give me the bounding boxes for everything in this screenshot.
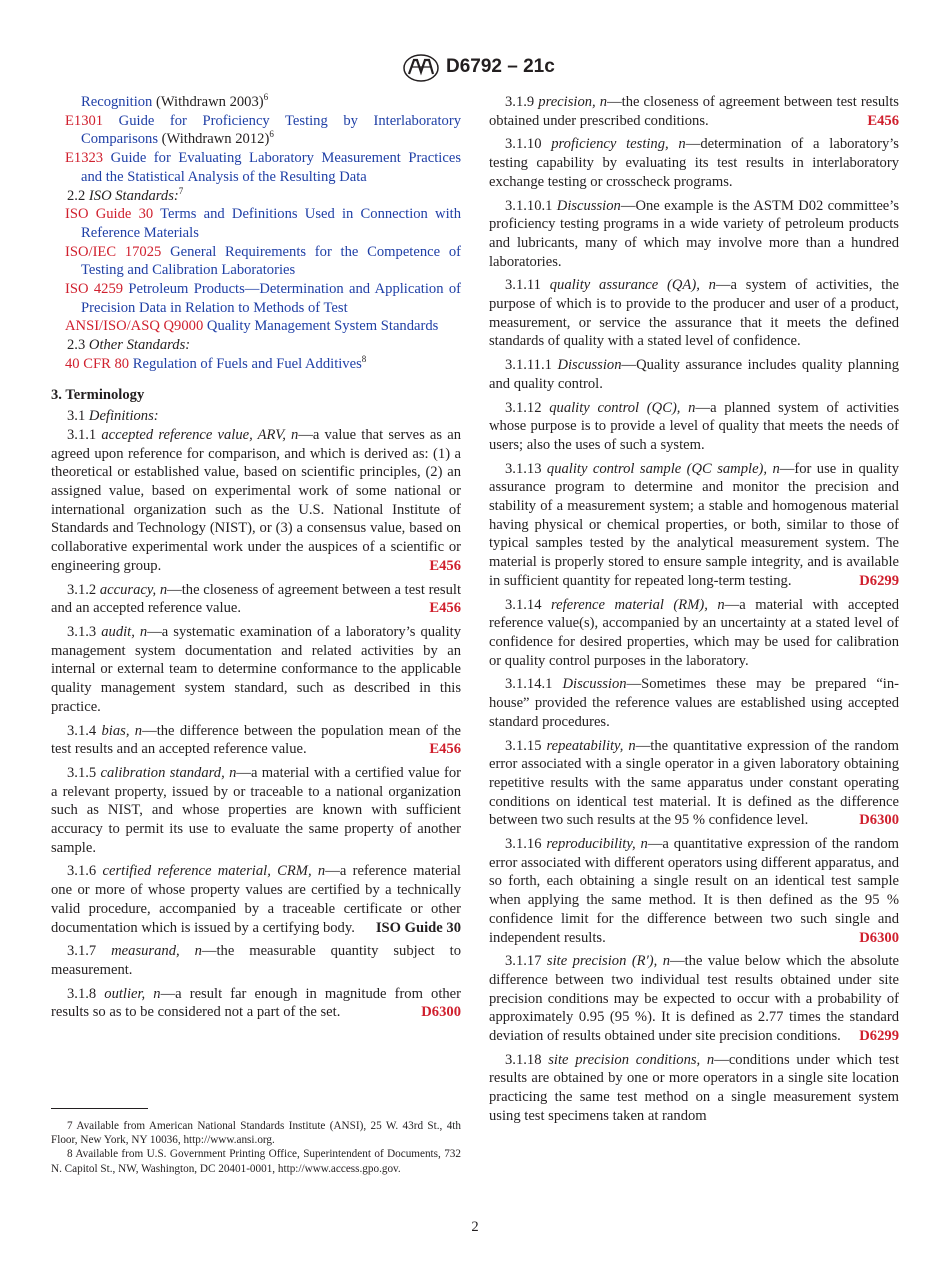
definition-paragraph: [489, 952, 899, 1046]
definition-text: —a material with a certified value for a relevant property, issued by or traceable to a national organization such as NIST, and whose properties are known with sufficient accuracy to permit its use to evaluate the same property of another sample.: [51, 764, 461, 856]
reference-entry: [51, 355, 461, 374]
definition-number: 3.1.7: [67, 943, 112, 960]
definition-term: precision, n: [538, 94, 608, 110]
footnote-7: 7 Available from American National Standards Institute (ANSI), 25 W. 43rd St., 4th Floor, New York, NY 10036, http://www.ansi.org.: [51, 1120, 461, 1147]
definition-term: certified reference material, CRM, n: [102, 863, 326, 880]
definition-text: —the closeness of agreement between a test result and an accepted reference value.: [51, 581, 461, 617]
definition-text: —the measurable quantity subject to measurement.: [51, 943, 461, 978]
source-holder: [851, 112, 899, 131]
definition-paragraph: [489, 596, 899, 671]
reference-entry: [51, 112, 461, 149]
iso-standards-heading: 2.2 ISO Standards:$^7$: [67, 185, 184, 204]
source-holder: [413, 557, 461, 576]
definition-number: 3.1.5: [67, 764, 101, 781]
definition-number: 3.1.6: [67, 863, 103, 880]
source-reference[interactable]: D6300: [421, 1004, 461, 1021]
reference-title[interactable]: Guide for Proficiency Testing by Interlaboratory Comparisons: [81, 112, 461, 148]
definition-term: site precision (R′), n: [546, 953, 671, 970]
definition-term: repeatability, n: [546, 737, 636, 754]
definition-term: Discussion: [557, 357, 622, 374]
definition-number: 3.1.11.1: [505, 357, 558, 374]
definition-term: reference material (RM), n: [550, 596, 725, 613]
source-reference[interactable]: D6299: [859, 1028, 899, 1045]
reference-code[interactable]: ISO Guide 30: [65, 206, 154, 223]
definition-text: —Quality assurance includes quality planning and quality control.: [489, 357, 899, 392]
definition-text: —a material with accepted reference value(s), accompanied by an uncertainty at a stated level of confidence for desired properties, which may be used for calibration or quality control purposes in the laboratory.: [489, 596, 900, 669]
source-reference[interactable]: E456: [867, 112, 899, 129]
source-holder: [413, 740, 461, 759]
source-reference[interactable]: E456: [429, 600, 461, 617]
definition-text: —a systematic examination of a laboratory’s quality management system documentation and related activities by an internal or external team to determine conformance to the applicable quality management system standard, such as described in this practice.: [51, 623, 461, 715]
left-column: [51, 93, 461, 1022]
footnotes: [51, 1119, 461, 1176]
definition-number: 3.1.15: [505, 737, 547, 754]
definition-term: quality control (QC), n: [549, 399, 696, 416]
reference-code[interactable]: 40 CFR 80: [65, 355, 130, 372]
definition-paragraph: [489, 460, 899, 591]
definition-paragraph: [51, 862, 461, 937]
reference-title[interactable]: Regulation of Fuels and Fuel Additives: [132, 355, 362, 372]
source-holder: [360, 919, 461, 938]
reference-code[interactable]: ANSI/ISO/ASQ Q9000: [65, 318, 204, 335]
page-number: 2: [471, 1219, 479, 1235]
definition-number: 3.1.14: [505, 596, 551, 613]
reference-code[interactable]: E1323: [65, 150, 104, 167]
definition-paragraph: [51, 426, 461, 576]
definition-paragraph: [51, 722, 461, 759]
footnote-divider: [51, 1108, 148, 1109]
right-column: [489, 93, 899, 1126]
definition-paragraph: [51, 581, 461, 618]
astm-logo-icon: [403, 54, 439, 82]
definition-text: —for use in quality assurance program to determine and monitor the precision and stability of a measurement system; a stable and homogenous material having physical or chemical properties, or both, similar to those of typical samples tested by the analytical measurement system. The material is properly stored to ensure sample integrity, and is available in sufficient quantity for repeated long-term testing.: [489, 460, 899, 589]
source-reference[interactable]: ISO Guide 30: [375, 919, 461, 936]
definition-paragraph: [489, 135, 899, 191]
definition-number: 3.1.10: [505, 136, 552, 153]
definition-paragraph: [489, 1051, 899, 1126]
definition-paragraph: [489, 276, 899, 351]
definition-term: audit, n: [101, 623, 148, 640]
definition-paragraph: [489, 675, 899, 731]
definition-number: 3.1.11: [505, 277, 550, 294]
definition-text: —a result far enough in magnitude from other results so as to be considered not a part of the set.: [51, 985, 462, 1021]
definition-term: accuracy, n: [99, 581, 168, 598]
other-standards-heading: 2.3 Other Standards:: [67, 337, 191, 354]
source-reference[interactable]: E456: [429, 557, 461, 574]
reference-entry: [51, 243, 461, 280]
definition-text: —determination of a laboratory’s testing capability by evaluating its test results in interlaboratory exchange testing or crosscheck programs.: [489, 136, 899, 190]
definition-term: outlier, n: [104, 985, 161, 1002]
reference-link[interactable]: Recognition: [81, 94, 153, 110]
definition-term: accepted reference value, ARV, n: [101, 426, 299, 443]
definition-term: Discussion: [556, 197, 621, 214]
reference-title[interactable]: General Requirements for the Competence of Testing and Calibration Laboratories: [81, 243, 461, 279]
definition-text: —a value that serves as an agreed upon reference for comparison, and which is derived as: (1) a theoretical or established value, based on scientific principles, (2) an assigned value, based on experimental work of some national or international organization such as the U.S. National Institute of Standards and Technology (NIST), or (3) a consensus value, based on collaborative experimental work under the auspices of a scientific or engineering group.: [51, 426, 462, 574]
reference-continuation: Recognition (Withdrawn 2003)$^6$: [81, 92, 269, 110]
reference-note: (Withdrawn 2012): [158, 131, 270, 148]
definition-term: bias, n: [101, 722, 143, 739]
source-holder: [843, 1027, 899, 1046]
definition-paragraph: [489, 356, 899, 393]
definition-paragraph: [489, 399, 899, 455]
reference-title[interactable]: Quality Management System Standards: [206, 318, 439, 335]
page-header: [0, 54, 950, 84]
definition-paragraph: [489, 197, 899, 272]
definition-term: quality assurance (QA), n: [549, 277, 716, 294]
definition-text: —a reference material one or more of whose property values are certified by a technically valid procedure, accompanied by a traceable certificate or other documentation which is issued by a certifying body.: [51, 863, 461, 936]
reference-entry: [51, 149, 461, 186]
definition-paragraph: [489, 835, 899, 947]
reference-entry: [51, 280, 461, 317]
definition-text: —the difference between the population mean of the test results and an accepted reference value.: [51, 722, 462, 758]
definition-number: 3.1.3: [67, 623, 102, 640]
reference-code[interactable]: ISO/IEC 17025: [65, 243, 162, 260]
definition-number: 3.1.8: [67, 985, 105, 1002]
source-reference[interactable]: D6300: [859, 812, 899, 829]
definition-text: —Sometimes these may be prepared “in-house” provided the reference values are established using accepted standard procedures.: [489, 676, 900, 730]
definition-text: —conditions under which test results are obtained by one or more operators in a single site location practicing the same test method on a single measurement system using test specimens taken at random: [489, 1051, 899, 1124]
reference-code[interactable]: ISO 4259: [65, 281, 124, 298]
definition-number: 3.1.4: [67, 722, 102, 739]
reference-title[interactable]: Guide for Evaluating Laboratory Measurement Practices and the Statistical Analysis of the Resulting Data: [81, 150, 461, 185]
footnote-8: 8 Available from U.S. Government Printing Office, Superintendent of Documents, 732 N. Capitol St., NW, Washington, DC 20401-0001, http://www.access.gpo.gov.: [51, 1148, 461, 1175]
definition-paragraph: [51, 623, 461, 717]
definition-term: reproducibility, n: [546, 836, 648, 853]
definition-number: 3.1.16: [505, 836, 547, 853]
definition-number: 3.1.12: [505, 399, 550, 416]
source-holder: [405, 1003, 461, 1022]
definition-number: 3.1.13: [505, 460, 547, 477]
definition-term: proficiency testing, n: [551, 136, 686, 153]
reference-entry: [51, 205, 461, 242]
definition-number: 3.1.18: [505, 1051, 549, 1068]
source-holder: [843, 811, 899, 830]
reference-title[interactable]: Petroleum Products—Determination and Application of Precision Data in Relation to Methods of Test: [81, 281, 461, 316]
section-title: 3. Terminology: [51, 386, 145, 403]
definition-number: 3.1.1: [67, 426, 102, 443]
source-holder: [843, 929, 899, 948]
footnote-ref: 8: [361, 353, 367, 364]
definition-paragraph: [489, 737, 899, 831]
definition-number: 3.1.9: [505, 94, 539, 110]
reference-entry: [51, 317, 461, 336]
source-reference[interactable]: D6299: [859, 572, 899, 589]
definition-term: measurand, n: [111, 943, 202, 960]
definition-paragraph: [51, 764, 461, 858]
definition-term: Discussion: [562, 676, 627, 693]
definition-paragraph: [51, 942, 461, 979]
document-id: D6792 – 21c: [446, 56, 555, 77]
definition-term: quality control sample (QC sample), n: [546, 460, 780, 477]
definition-number: 3.1.10.1: [505, 197, 557, 214]
definition-text: —a quantitative expression of the random error associated with different operators using different apparatus, and so forth, each obtaining a single result on an identical test sample when applying the same method. It is then defined as the 95 % confidence limit for the difference between two such single and independent results.: [489, 836, 900, 946]
reference-title[interactable]: Terms and Definitions Used in Connection with Reference Materials: [81, 206, 461, 241]
definition-number: 3.1.2: [67, 581, 100, 598]
source-holder: [413, 599, 461, 618]
reference-code[interactable]: E1301: [65, 112, 104, 129]
definition-paragraph: [51, 985, 461, 1022]
source-reference[interactable]: E456: [429, 741, 461, 758]
definition-number: 3.1.17: [505, 953, 547, 970]
definition-text: —the value below which the absolute difference between two individual test results obtained under site precision conditions may be expected to occur with a probability of approximately 0.95 (95 %). It is defined as 2.77 times the standard deviation of results obtained under site precision conditions.: [489, 953, 899, 1045]
definition-text: —a system of activities, the purpose of which is to provide to the producer and user of a product, measurement, or service the assurance that it meets the defined standards of quality with a stated level of confidence.: [489, 277, 899, 350]
source-reference[interactable]: D6300: [859, 929, 899, 946]
definition-term: site precision conditions, n: [548, 1051, 715, 1068]
source-holder: [843, 572, 899, 591]
definitions-heading: 3.1 Definitions:: [67, 408, 159, 425]
definition-text: —the quantitative expression of the random error associated with a single operator in a given laboratory obtaining repetitive results with the same apparatus under constant operating conditions on identical test material. It is defined as the difference between two such results at the 95 % confidence level.: [489, 737, 899, 829]
definition-text: —a planned system of activities whose purpose is to provide a level of quality that meets the needs of users; also the uses of such a system.: [489, 399, 899, 453]
definition-paragraph: [489, 93, 899, 130]
definition-text: —the closeness of agreement between test results obtained under prescribed conditions.: [489, 94, 899, 129]
definition-term: calibration standard, n: [100, 764, 237, 781]
footnote-ref: 6: [269, 129, 274, 140]
definition-number: 3.1.14.1: [505, 676, 563, 693]
definition-text: —One example is the ASTM D02 committee’s proficiency testing programs in a wide variety of petroleum products and lubricants, many of which may involve more than a hundred laboratories.: [489, 197, 900, 270]
